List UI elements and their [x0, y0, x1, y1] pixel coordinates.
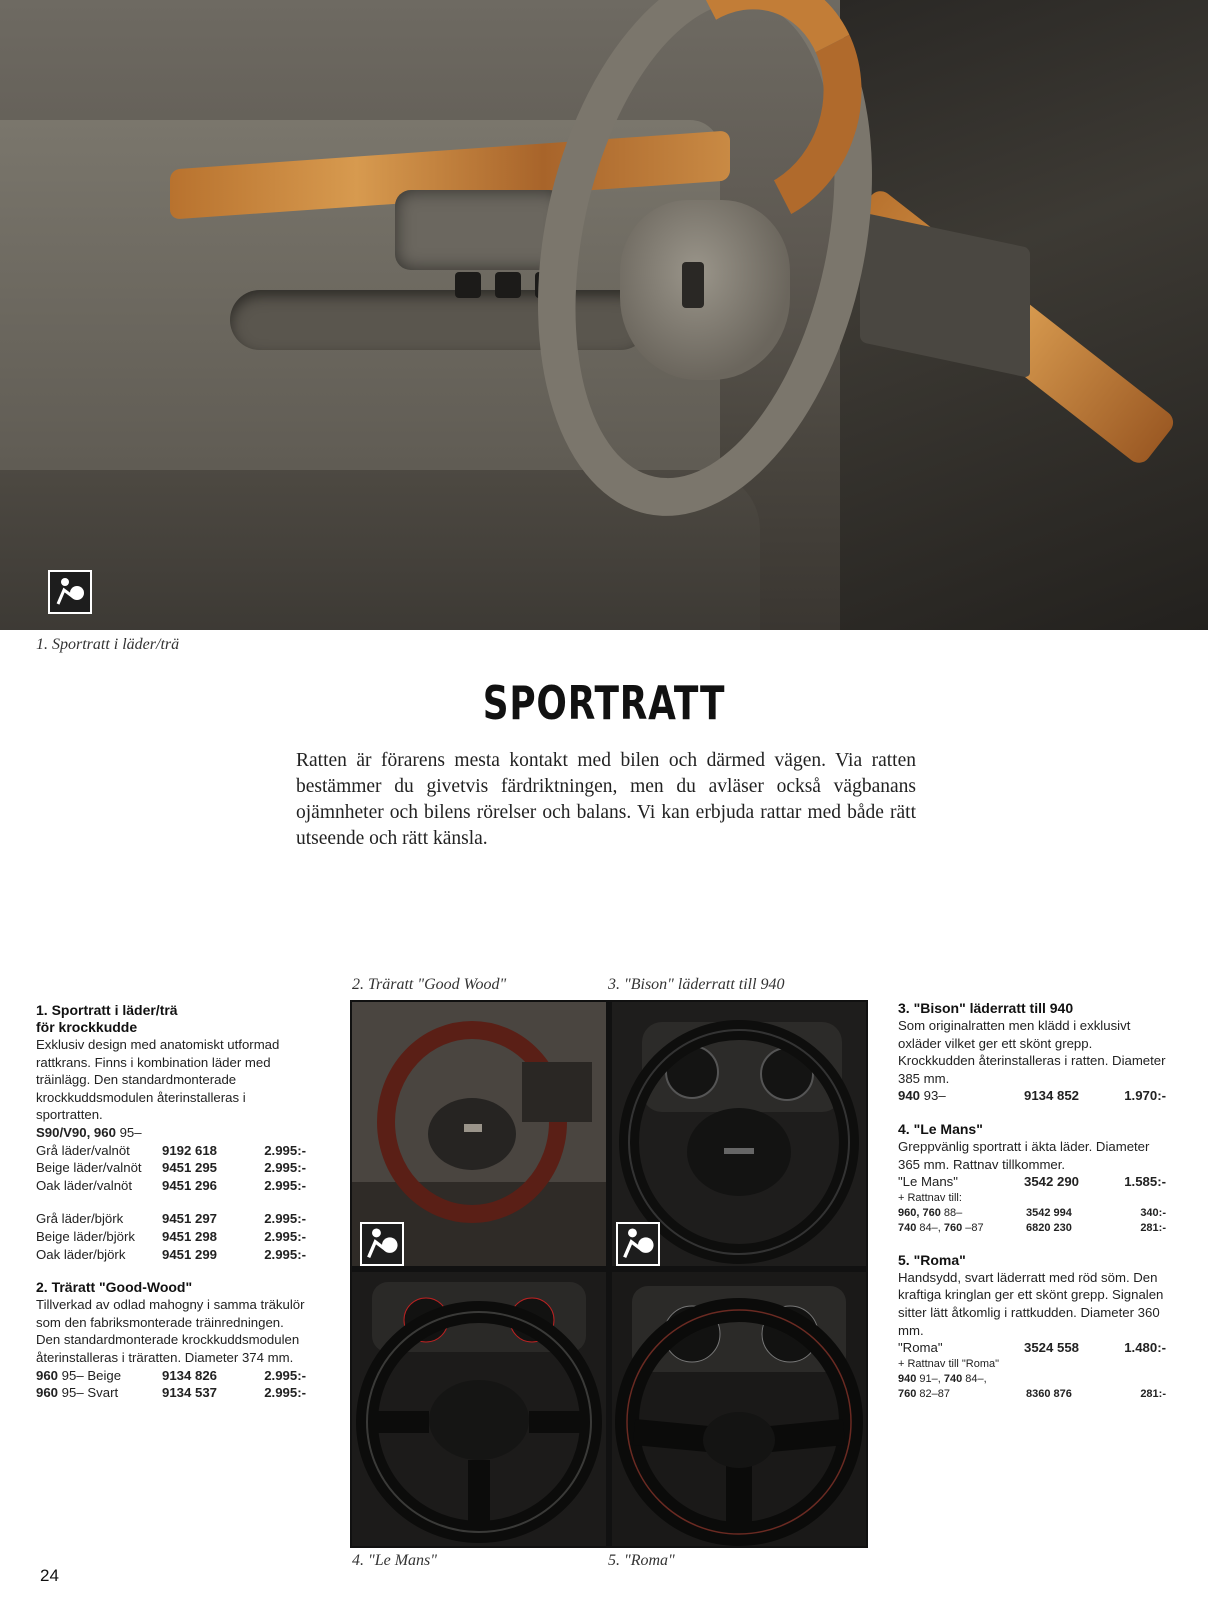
- page-number: 24: [40, 1566, 59, 1585]
- caption-good-wood: 2. Träratt "Good Wood": [352, 976, 507, 993]
- p2-heading: 2. Träratt "Good-Wood": [36, 1279, 193, 1296]
- p5-hub-label: + Rattnav till "Roma": [898, 1357, 1000, 1370]
- p1-heading-2: för krockkudde: [36, 1019, 138, 1035]
- p1-models: S90/V90, 960 95–: [36, 1124, 142, 1140]
- steering-wheel-hub: [620, 200, 790, 380]
- p2-row: 960 95– Svart 9134 537 2.995:-: [36, 1385, 306, 1401]
- p1-row: Oak läder/björk 9451 299 2.995:-: [36, 1246, 306, 1262]
- p1-row: Grå läder/valnöt 9192 618 2.995:-: [36, 1142, 306, 1158]
- airbag-icon: [360, 1222, 404, 1266]
- p3-row: 940 93– 9134 852 1.970:-: [898, 1088, 1166, 1104]
- airbag-icon: [616, 1222, 660, 1266]
- p4-hub-row: 740 84–, 760 –87 6820 230 281:-: [898, 1221, 1166, 1234]
- p1-row: Beige läder/björk 9451 298 2.995:-: [36, 1228, 306, 1244]
- p5-row: "Roma" 3524 558 1.480:-: [898, 1340, 1166, 1356]
- p2-description: Tillverkad av odlad mahogny i samma träkulör som den fabriksmonterade träinredningen. Den standardmonterade krockkuddsmodulen återinstalleras i träratten. Diameter 374 mm.: [36, 1297, 305, 1365]
- photo-le-mans: [352, 1272, 606, 1546]
- hero-photo-interior: [0, 0, 1208, 630]
- photo-bison: [612, 1002, 866, 1266]
- p4-hub-row: 960, 760 88– 3542 994 340:-: [898, 1206, 1166, 1219]
- hub-badge: [682, 262, 704, 308]
- p4-row: "Le Mans" 3542 290 1.585:-: [898, 1174, 1166, 1190]
- airbag-icon: [48, 570, 92, 614]
- photo-roma: [612, 1272, 866, 1546]
- p5-description: Handsydd, svart läderratt med röd söm. Den kraftiga kringlan ger ett skönt grepp. Signalen sitter lätt åtkomlig i rattkudden. Diameter 360 mm.: [898, 1269, 1164, 1338]
- p5-hub-line: 940 91–, 740 84–,: [898, 1372, 987, 1385]
- p1-description: Exklusiv design med anatomiskt utformad rattkrans. Finns i kombination läder med träinlägg. Den standardmonterade krockkuddsmodulen återinstalleras i sportratten.: [36, 1037, 280, 1123]
- hero-caption: 1. Sportratt i läder/trä: [36, 636, 180, 653]
- p1-row: Oak läder/valnöt 9451 296 2.995:-: [36, 1177, 306, 1193]
- left-column: [36, 1002, 306, 1402]
- p3-heading: 3. "Bison" läderratt till 940: [898, 1000, 1074, 1016]
- caption-le-mans: 4. "Le Mans": [352, 1552, 437, 1569]
- photo-grid: [350, 1000, 868, 1548]
- page-title: SPORTRATT: [482, 676, 726, 730]
- p5-hub-row: 760 82–87 8360 876 281:-: [898, 1387, 1166, 1400]
- p1-row: Beige läder/valnöt 9451 295 2.995:-: [36, 1160, 306, 1176]
- p1-heading-1: 1. Sportratt i läder/trä: [36, 1002, 178, 1018]
- caption-roma: 5. "Roma": [608, 1552, 675, 1569]
- photo-good-wood: [352, 1002, 606, 1266]
- p1-row: Grå läder/björk 9451 297 2.995:-: [36, 1211, 306, 1227]
- p3-description: Som originalratten men klädd i exklusivt oxläder vilket ger ett skönt grepp. Krockkudden återinstalleras i ratten. Diameter 385 mm.: [898, 1018, 1166, 1086]
- right-column: [898, 1000, 1166, 1402]
- p2-row: 960 95– Beige 9134 826 2.995:-: [36, 1367, 306, 1383]
- p4-heading: 4. "Le Mans": [898, 1120, 983, 1137]
- p4-hub-label: + Rattnav till:: [898, 1191, 962, 1204]
- caption-bison: 3. "Bison" läderratt till 940: [608, 976, 785, 993]
- intro-paragraph: Ratten är förarens mesta kontakt med bilen och därmed vägen. Via ratten bestämmer du givetvis färdriktningen, men du avläser också vägbanans ojämnheter och bilens rörelser och balans. Vi kan erbjuda rattar med både rätt utseende och rätt känsla.: [296, 750, 916, 849]
- p4-description: Greppvänlig sportratt i äkta läder. Diameter 365 mm. Rattnav tillkommer.: [898, 1138, 1150, 1172]
- p5-heading: 5. "Roma": [898, 1251, 966, 1268]
